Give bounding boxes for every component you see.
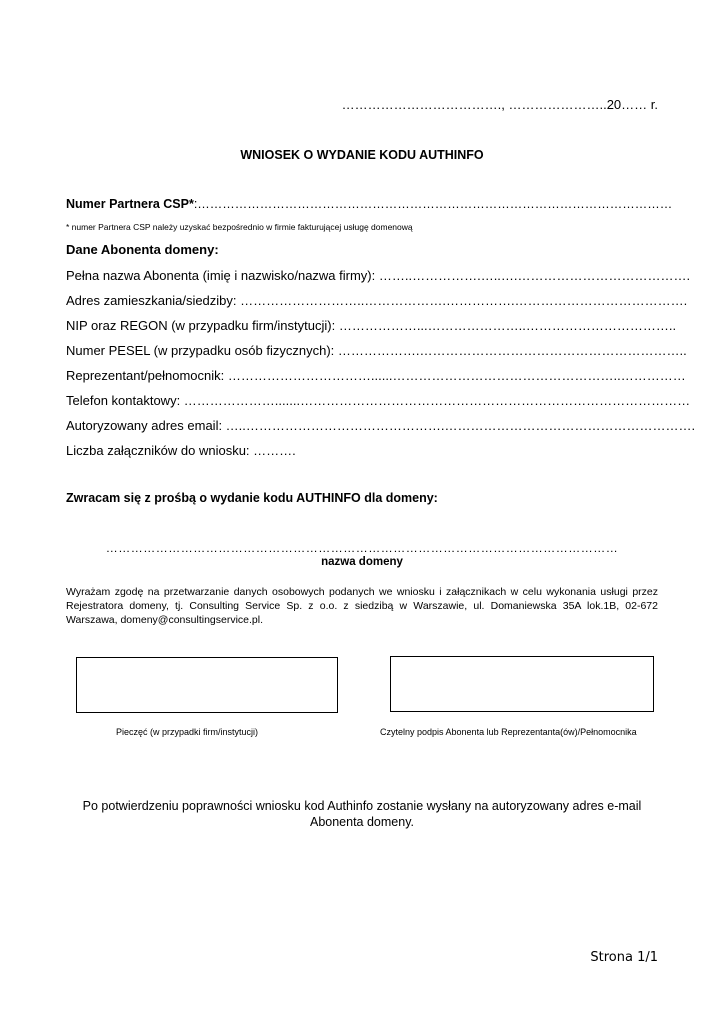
csp-label: Numer Partnera CSP*	[66, 197, 194, 211]
consent-paragraph: Wyrażam zgodę na przetwarzanie danych osobowych podanych we wniosku i załącznikach w celu wykonania usługi przez Rejestratora domeny, tj. Consulting Service Sp. z o.o. z siedzibą w Warszawie, ul. Domaniewska 35A lok.1B, 02-672 Warszawa, domeny@consultingservice.pl.	[66, 586, 658, 626]
email-field[interactable]: Autoryzowany adres email: …..……………………………………….………………………………………………….	[66, 418, 696, 433]
csp-partner-number-field[interactable]	[66, 197, 672, 211]
nip-regon-field[interactable]: NIP oraz REGON (w przypadku firm/instytucji): ………………...…………………..……………………………..	[66, 318, 677, 333]
stamp-box[interactable]	[76, 657, 338, 713]
request-statement: Zwracam się z prośbą o wydanie kodu AUTHINFO dla domeny:	[66, 491, 438, 505]
signature-caption: Czytelny podpis Abonenta lub Reprezentanta(ów)/Pełnomocnika	[380, 727, 637, 737]
signature-box[interactable]	[390, 656, 654, 712]
full-name-field[interactable]: Pełna nazwa Abonenta (imię i nazwisko/nazwa firmy): ……..…………….…..….………………………………….	[66, 268, 691, 283]
csp-dots: :……………………………………………………………………………………………………	[193, 197, 673, 211]
date-place-line[interactable]: ………………………………., …………………..20…… r.	[341, 97, 658, 112]
subscriber-heading: Dane Abonenta domeny:	[66, 242, 219, 257]
domain-name-field[interactable]: ……………………………………………………………………………………………………………	[105, 541, 619, 555]
info-note	[0, 798, 724, 830]
attachments-count-field[interactable]: Liczba załączników do wniosku: ……….	[66, 443, 296, 458]
pesel-field[interactable]: Numer PESEL (w przypadku osób fizycznych): ……………….……………………………………………………..	[66, 343, 687, 358]
csp-footnote: * numer Partnera CSP należy uzyskać bezpośrednio w firmie fakturującej usługę domenową	[66, 222, 413, 232]
info-line-2: Abonenta domeny.	[309, 815, 414, 829]
info-line-1: Po potwierdzeniu poprawności wniosku kod Authinfo zostanie wysłany na autoryzowany adres e-mail	[82, 799, 642, 813]
document-title: WNIOSEK O WYDANIE KODU AUTHINFO	[240, 148, 484, 162]
phone-field[interactable]: Telefon kontaktowy: ………………….......………………………………………………………………………………	[66, 393, 691, 408]
stamp-caption: Pieczęć (w przypadki firm/instytucji)	[116, 727, 259, 737]
representative-field[interactable]: Reprezentant/pełnomocnik: ……………………………......……………………………………………..……………	[66, 368, 686, 383]
address-field[interactable]: Adres zamieszkania/siedziby: ………………………..……………….…………….………………………………….	[66, 293, 688, 308]
page-number: Strona 1/1	[590, 950, 658, 965]
domain-name-label: nazwa domeny	[321, 556, 403, 568]
